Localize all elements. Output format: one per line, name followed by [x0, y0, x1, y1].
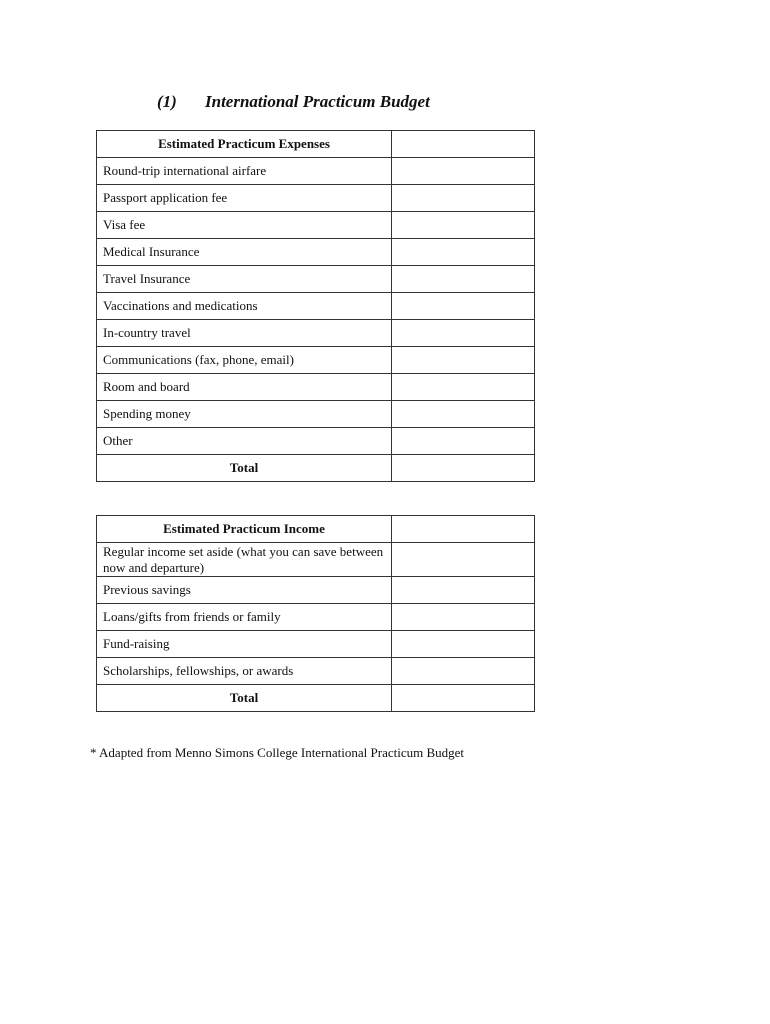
- expense-amount-cell[interactable]: [392, 320, 535, 347]
- income-header-amount-cell[interactable]: [392, 516, 535, 543]
- heading-title: International Practicum Budget: [205, 92, 430, 111]
- income-amount-cell[interactable]: [392, 604, 535, 631]
- table-row: [97, 347, 535, 374]
- expense-amount-cell[interactable]: [392, 401, 535, 428]
- income-item-label: Previous savings: [97, 577, 392, 604]
- expense-item-label: Spending money: [97, 401, 392, 428]
- expense-amount-cell[interactable]: [392, 266, 535, 293]
- page-heading: [157, 92, 430, 112]
- income-amount-cell[interactable]: [392, 631, 535, 658]
- expense-item-label: Communications (fax, phone, email): [97, 347, 392, 374]
- table-row: [97, 266, 535, 293]
- expenses-header: Estimated Practicum Expenses: [97, 131, 392, 158]
- income-total-label: Total: [97, 685, 392, 712]
- income-total-row: [97, 685, 535, 712]
- expense-amount-cell[interactable]: [392, 428, 535, 455]
- table-row: [97, 293, 535, 320]
- expenses-header-amount-cell[interactable]: [392, 131, 535, 158]
- table-row: [97, 428, 535, 455]
- table-row: [97, 604, 535, 631]
- income-item-label: Scholarships, fellowships, or awards: [97, 658, 392, 685]
- table-row: [97, 658, 535, 685]
- income-item-label: Regular income set aside (what you can save between now and departure): [97, 543, 392, 577]
- table-row: [97, 212, 535, 239]
- income-item-label: Loans/gifts from friends or family: [97, 604, 392, 631]
- income-header-row: [97, 516, 535, 543]
- expense-amount-cell[interactable]: [392, 374, 535, 401]
- expense-amount-cell[interactable]: [392, 212, 535, 239]
- expense-item-label: Other: [97, 428, 392, 455]
- income-total-cell[interactable]: [392, 685, 535, 712]
- expense-amount-cell[interactable]: [392, 293, 535, 320]
- income-item-label: Fund-raising: [97, 631, 392, 658]
- expense-amount-cell[interactable]: [392, 158, 535, 185]
- expenses-header-row: [97, 131, 535, 158]
- expense-amount-cell[interactable]: [392, 347, 535, 374]
- expense-item-label: Medical Insurance: [97, 239, 392, 266]
- expenses-total-label: Total: [97, 455, 392, 482]
- expense-item-label: Passport application fee: [97, 185, 392, 212]
- income-amount-cell[interactable]: [392, 658, 535, 685]
- table-row: [97, 577, 535, 604]
- expenses-total-row: [97, 455, 535, 482]
- income-header: Estimated Practicum Income: [97, 516, 392, 543]
- expense-item-label: Vaccinations and medications: [97, 293, 392, 320]
- heading-number: (1): [157, 92, 177, 111]
- income-table: [96, 515, 535, 712]
- table-row: [97, 185, 535, 212]
- table-row: [97, 320, 535, 347]
- expense-item-label: Travel Insurance: [97, 266, 392, 293]
- expense-item-label: In-country travel: [97, 320, 392, 347]
- expense-amount-cell[interactable]: [392, 239, 535, 266]
- income-amount-cell[interactable]: [392, 543, 535, 577]
- expenses-total-cell[interactable]: [392, 455, 535, 482]
- income-amount-cell[interactable]: [392, 577, 535, 604]
- table-row: [97, 374, 535, 401]
- table-row: [97, 401, 535, 428]
- table-row: [97, 631, 535, 658]
- expense-item-label: Round-trip international airfare: [97, 158, 392, 185]
- expense-amount-cell[interactable]: [392, 185, 535, 212]
- table-row: [97, 543, 535, 577]
- table-row: [97, 239, 535, 266]
- expense-item-label: Room and board: [97, 374, 392, 401]
- expense-item-label: Visa fee: [97, 212, 392, 239]
- expenses-table: [96, 130, 535, 482]
- footnote: * Adapted from Menno Simons College International Practicum Budget: [90, 745, 465, 760]
- table-row: [97, 158, 535, 185]
